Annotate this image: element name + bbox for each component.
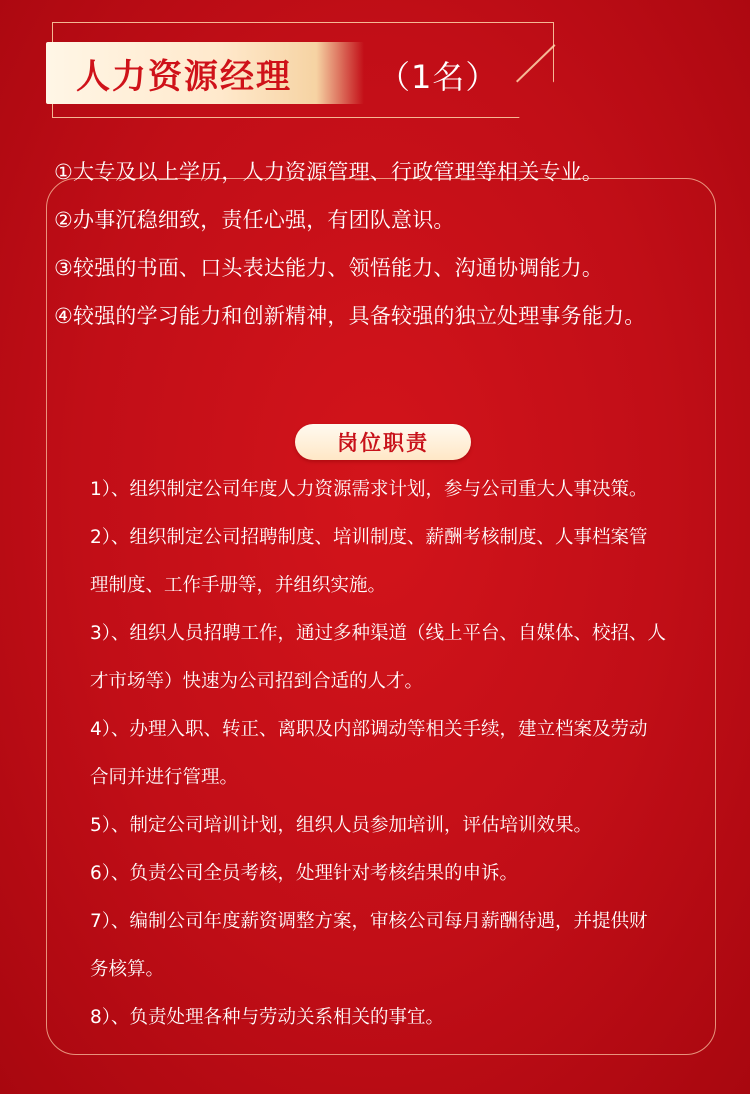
duty-line: 理制度、工作手册等，并组织实施。 [90,575,387,596]
headcount: （1名） [378,58,499,96]
duty-line: 6）、负责公司全员考核，处理针对考核结果的申诉。 [90,863,519,884]
duty-line: 5）、制定公司培训计划，组织人员参加培训，评估培训效果。 [90,815,593,836]
requirement-item: ③较强的书面、口头表达能力、领悟能力、沟通协调能力。 [54,256,604,280]
duty-line: 3）、组织人员招聘工作，通过多种渠道（线上平台、自媒体、校招、人 [90,623,667,644]
requirements-list [54,148,645,340]
requirement-item: ①大专及以上学历，人力资源管理、行政管理等相关专业。 [54,160,604,184]
duty-line: 2）、组织制定公司招聘制度、培训制度、薪酬考核制度、人事档案管 [90,527,648,548]
duty-line: 7）、编制公司年度薪资调整方案，审核公司每月薪酬待遇，并提供财 [90,911,648,932]
requirement-item: ④较强的学习能力和创新精神，具备较强的独立处理事务能力。 [54,304,646,328]
duty-line: 才市场等）快速为公司招到合适的人才。 [90,671,424,692]
duties-heading [295,424,471,460]
duty-line: 务核算。 [90,959,165,980]
requirement-item: ②办事沉稳细致，责任心强，有团队意识。 [54,208,455,232]
duties-heading-label: 岗位职责 [337,431,429,455]
duty-line: 合同并进行管理。 [90,767,239,788]
duty-line: 4）、办理入职、转正、离职及内部调动等相关手续，建立档案及劳动 [90,719,648,740]
duty-line: 1）、组织制定公司年度人力资源需求计划，参与公司重大人事决策。 [90,479,648,500]
job-title: 人力资源经理 [76,56,292,97]
title-banner [46,42,364,104]
duties-list [90,466,690,1042]
duty-line: 8）、负责处理各种与劳动关系相关的事宜。 [90,1007,445,1028]
